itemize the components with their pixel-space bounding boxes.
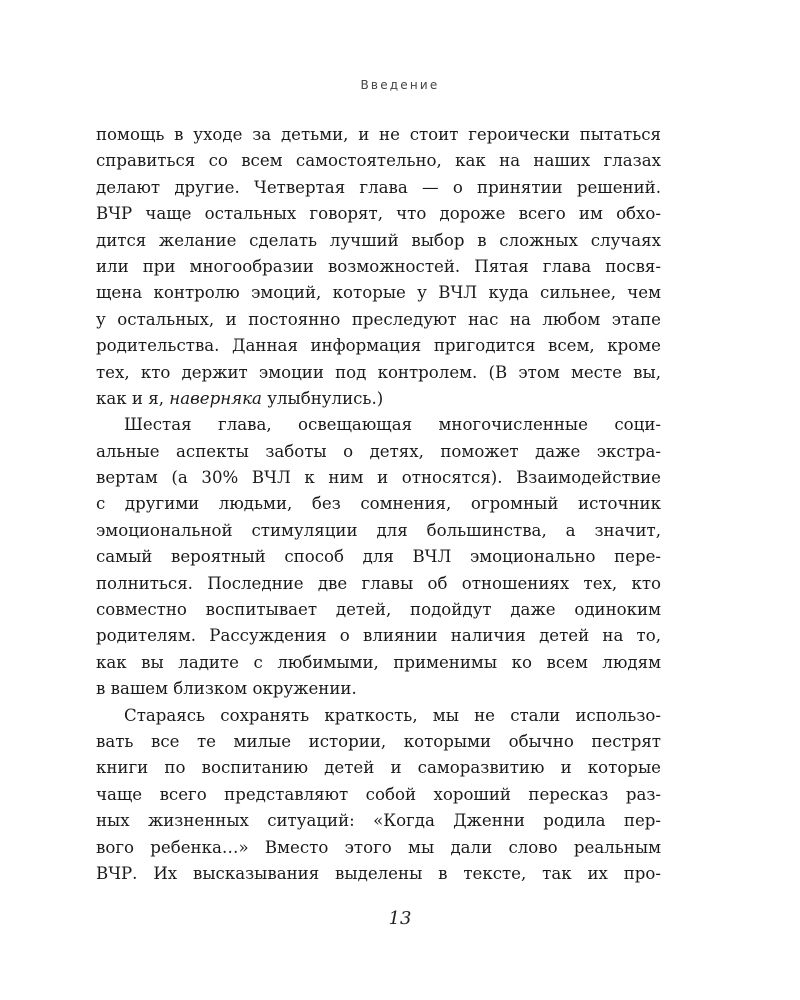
- text-line: тех, кто держит эмоции под контролем. (В этом месте вы,: [96, 362, 661, 382]
- text-line: родителям. Рассуждения о влиянии наличия детей на то,: [96, 626, 661, 646]
- text-line: Стараясь сохранять краткость, мы не стали использо-: [124, 705, 661, 725]
- text-line: совместно воспитывает детей, подойдут даже одиноким: [96, 600, 661, 620]
- text-line: справиться со всем самостоятельно, как на наших глазах: [96, 151, 661, 171]
- text-line: делают другие. Четвертая глава — о принятии решений.: [96, 177, 661, 197]
- text-line: эмоциональной стимуляции для большинства, а значит,: [96, 520, 661, 540]
- text-line: полниться. Последние две главы об отношениях тех, кто: [96, 573, 661, 593]
- text-line: книги по воспитанию детей и саморазвитию и которые: [96, 758, 661, 778]
- text-line: ВЧР чаще остальных говорят, что дороже всего им обхо-: [96, 204, 661, 224]
- text-line: помощь в уходе за детьми, и не стоит героически пытаться: [96, 125, 661, 144]
- text-line: ВЧР. Их высказывания выделены в тексте, так их про-: [96, 863, 661, 883]
- text-line: с другими людьми, без сомнения, огромный источник: [96, 494, 661, 514]
- body-text: [96, 122, 661, 887]
- text-run: как и я,: [96, 388, 170, 408]
- text-line: у остальных, и постоянно преследуют нас на любом этапе: [96, 309, 661, 329]
- emphasis-word: наверняка: [169, 388, 262, 408]
- text-line: дится желание сделать лучший выбор в сложных случаях: [96, 230, 661, 250]
- text-line: чаще всего представляют собой хороший пересказ раз-: [96, 784, 661, 804]
- page-number: 13: [388, 908, 412, 929]
- text-line: самый вероятный способ для ВЧЛ эмоционально пере-: [96, 547, 661, 567]
- text-line: Шестая глава, освещающая многочисленные соци-: [124, 415, 661, 435]
- text-line: как вы ладите с любимыми, применимы ко всем людям: [96, 652, 661, 672]
- text-line: вертам (а 30% ВЧЛ к ним и относятся). Взаимодействие: [96, 468, 661, 488]
- text-line: вого ребенка…» Вместо этого мы дали слово реальным: [96, 837, 661, 857]
- text-line: или при многообразии возможностей. Пятая глава посвя-: [96, 256, 661, 276]
- text-line: родительства. Данная информация пригодится всем, кроме: [96, 336, 661, 356]
- text-line: вать все те милые истории, которыми обычно пестрят: [96, 731, 661, 751]
- text-line: щена контролю эмоций, которые у ВЧЛ куда сильнее, чем: [96, 283, 661, 303]
- text-line: ных жизненных ситуаций: «Когда Дженни родила пер-: [96, 811, 661, 831]
- running-head: Введение: [360, 78, 440, 92]
- text-line: [96, 386, 661, 412]
- text-line: альные аспекты заботы о детях, поможет даже экстра-: [96, 441, 661, 461]
- text-run: улыбнулись.): [261, 388, 384, 408]
- text-line: в вашем близком окружении.: [96, 679, 357, 699]
